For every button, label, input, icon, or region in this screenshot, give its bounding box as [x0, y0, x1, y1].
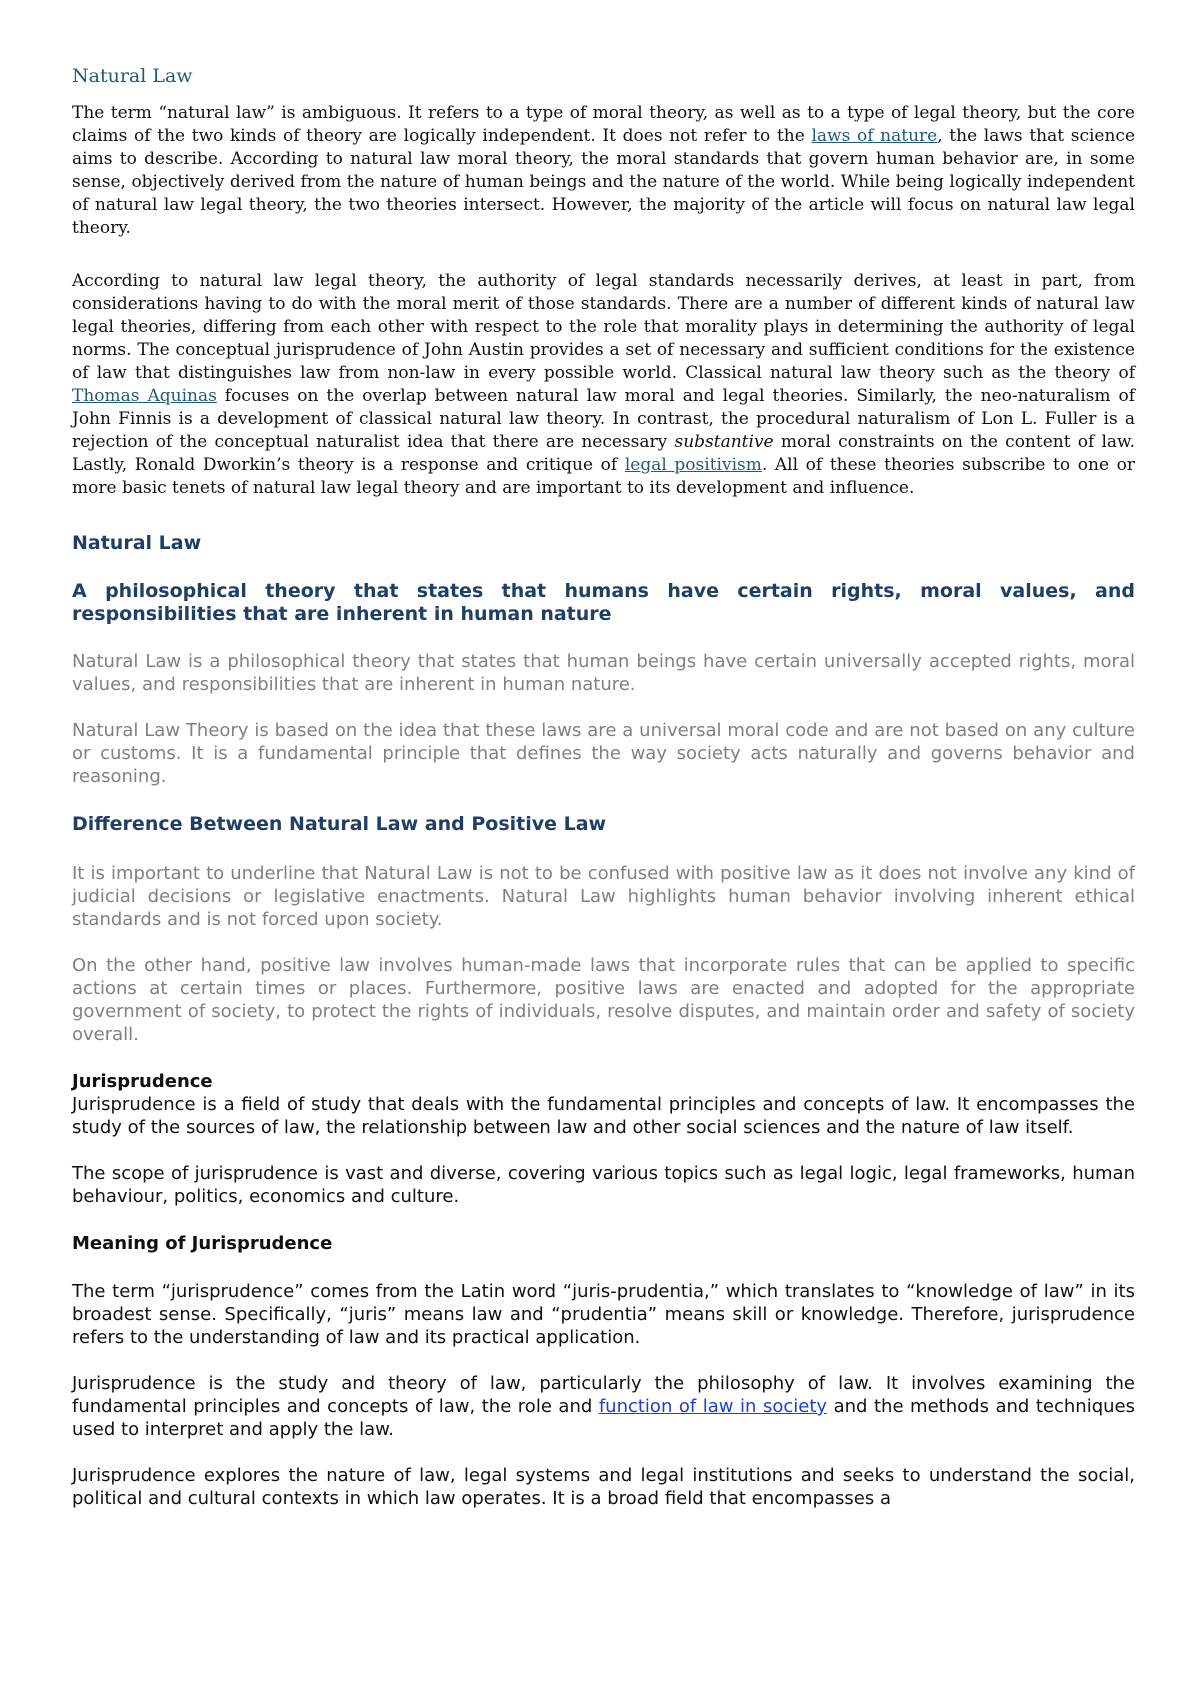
section-title-jurisprudence: Jurisprudence: [72, 1071, 213, 1092]
section-title-natural-law-2: Natural Law: [72, 532, 202, 554]
intro-paragraph: [72, 102, 1135, 240]
legal-theory-text-3: moral constraints on the content of law. Lastly, Ronald Dworkin’s theory is a response and critique of: [72, 432, 1135, 475]
substantive-emphasis: substantive: [674, 432, 774, 452]
jurisprudence-paragraph-1: Jurisprudence is a field of study that deals with the fundamental principles and concepts of law. It encompasses the study of the sources of law, the relationship between law and other social sciences and the nature of law itself.: [72, 1094, 1135, 1138]
document-page: [72, 64, 1135, 1510]
legal-theory-paragraph: [72, 270, 1135, 500]
natural-law-subtitle: A philosophical theory that states that humans have certain rights, moral values, and responsibilities that are inherent in human nature: [72, 580, 1135, 625]
legal-theory-text-2: focuses on the overlap between natural law moral and legal theories. Similarly, the neo-naturalism of John Finnis is a development of classical natural law theory. In contrast, the procedural naturalism of Lon L. Fuller is a rejection of the conceptual naturalist idea that there are necessary: [72, 386, 1135, 452]
meaning-paragraph-2: [72, 1372, 1135, 1441]
natural-law-paragraph-2: Natural Law Theory is based on the idea that these laws are a universal moral code and are not based on any culture or customs. It is a fundamental principle that defines the way society acts naturally and governs behavior and reasoning.: [72, 720, 1135, 787]
meaning-paragraph-3: Jurisprudence explores the nature of law, legal systems and legal institutions and seeks to understand the social, political and cultural contexts in which law operates. It is a broad field that encompasses a: [72, 1465, 1135, 1509]
section-title-natural-law: Natural Law: [72, 65, 193, 87]
jurisprudence-paragraph-2: The scope of jurisprudence is vast and diverse, covering various topics such as legal logic, legal frameworks, human behaviour, politics, economics and culture.: [72, 1163, 1135, 1207]
thomas-aquinas-link[interactable]: Thomas Aquinas: [72, 386, 217, 406]
difference-paragraph-2: On the other hand, positive law involves human-made laws that incorporate rules that can be applied to specific actions at certain times or places. Furthermore, positive laws are enacted and adopted for the appropriate government of society, to protect the rights of individuals, resolve disputes, and maintain order and safety of society overall.: [72, 955, 1135, 1045]
section-title-meaning: Meaning of Jurisprudence: [72, 1233, 333, 1254]
intro-text-2: , the laws that science aims to describe. According to natural law moral theory, the moral standards that govern human behavior are, in some sense, objectively derived from the nature of human beings and the nature of the world. While being logically independent of natural law legal theory, the two theories intersect. However, the majority of the article will focus on natural law legal theory.: [72, 126, 1136, 238]
intro-text-1: The term “natural law” is ambiguous. It refers to a type of moral theory, as well as to a type of legal theory, but the core claims of the two kinds of theory are logically independent. It does not refer to the: [72, 103, 1135, 146]
legal-theory-text-1: According to natural law legal theory, the authority of legal standards necessarily derives, at least in part, from considerations having to do with the moral merit of those standards. There are a number of different kinds of natural law legal theories, differing from each other with respect to the role that morality plays in determining the authority of legal norms. The conceptual jurisprudence of John Austin provides a set of necessary and sufficient conditions for the existence of law that distinguishes law from non-law in every possible world. Classical natural law theory such as the theory of: [72, 271, 1135, 383]
function-of-law-link[interactable]: function of law in society: [598, 1396, 828, 1417]
legal-positivism-link[interactable]: legal positivism: [624, 455, 762, 475]
meaning-text-2: and the methods and techniques used to interpret and apply the law.: [72, 1396, 1135, 1440]
meaning-text-1: Jurisprudence is the study and theory of law, particularly the philosophy of law. It involves examining the fundamental principles and concepts of law, the role and: [72, 1373, 1135, 1417]
difference-paragraph-1: It is important to underline that Natural Law is not to be confused with positive law as it does not involve any kind of judicial decisions or legislative enactments. Natural Law highlights human behavior involving inherent ethical standards and is not forced upon society.: [72, 863, 1135, 930]
section-title-difference: Difference Between Natural Law and Positive Law: [72, 813, 607, 835]
laws-of-nature-link[interactable]: laws of nature: [811, 126, 938, 146]
meaning-paragraph-1: The term “jurisprudence” comes from the Latin word “juris-prudentia,” which translates to “knowledge of law” in its broadest sense. Specifically, “juris” means law and “prudentia” means skill or knowledge. Therefore, jurisprudence refers to the understanding of law and its practical application.: [72, 1281, 1135, 1348]
legal-theory-text-4: . All of these theories subscribe to one or more basic tenets of natural law legal theory and are important to its development and influence.: [72, 455, 1135, 498]
natural-law-paragraph-1: Natural Law is a philosophical theory that states that human beings have certain universally accepted rights, moral values, and responsibilities that are inherent in human nature.: [72, 651, 1135, 695]
